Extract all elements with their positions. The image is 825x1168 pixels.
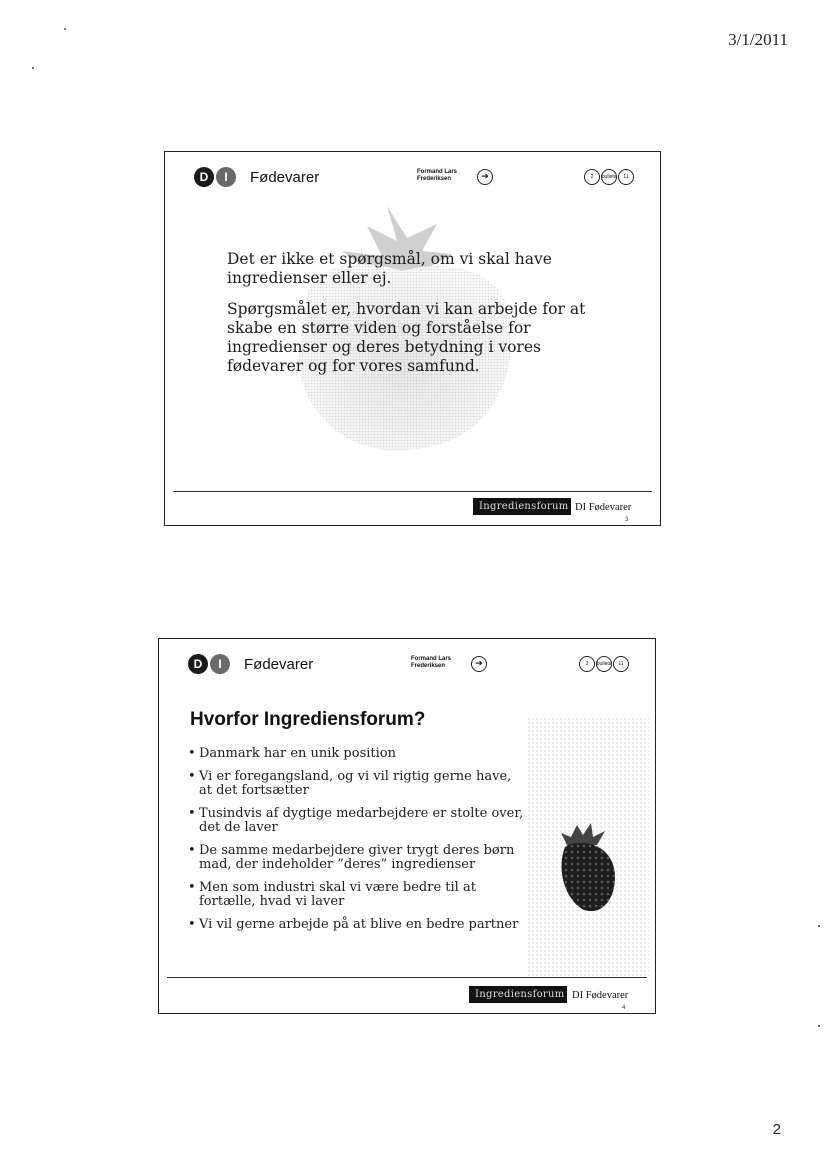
footer-tag-ingrediensforum: Ingrediensforum xyxy=(469,986,567,1003)
scan-speck xyxy=(32,67,34,69)
logo-letter-d: D xyxy=(194,167,214,187)
presenter-line-1: Formand Lars xyxy=(411,656,452,662)
di-logo xyxy=(188,654,230,674)
slide-nav xyxy=(584,169,634,185)
slide-number: 3 xyxy=(625,517,629,523)
presenter-line-2: Frederiksen xyxy=(417,176,452,182)
page-date: 3/1/2011 xyxy=(728,30,788,49)
paragraph-2: Spørgsmålet er, hvordan vi kan arbejde for at skabe en større viden og forståelse for ingredienser og deres betydning i vores fødevarer og for vores samfund. xyxy=(227,300,586,375)
scan-speck xyxy=(64,28,66,30)
presenter-line-1: Formand Lars xyxy=(417,169,458,175)
logo-letter-i: I xyxy=(216,167,236,187)
slide-title: Hvorfor Ingrediensforum? xyxy=(190,709,426,730)
nav-first-button[interactable]: 2 xyxy=(579,656,595,672)
nav-last-button[interactable]: 11 xyxy=(613,656,629,672)
footer-organization: DI Fødevarer xyxy=(575,502,632,513)
di-logo xyxy=(194,167,236,187)
nav-bullets-button[interactable]: bullets xyxy=(596,656,612,672)
nav-bullets-button[interactable]: bullets xyxy=(601,169,617,185)
list-item: • De samme medarbejdere giver trygt deres børn mad, der indeholder ”deres” ingredienser xyxy=(188,844,528,872)
list-item: • Vi vil gerne arbejde på at blive en bedre partner xyxy=(188,918,528,932)
nav-last-button[interactable]: 11 xyxy=(618,169,634,185)
footer-divider xyxy=(173,491,652,492)
footer-divider xyxy=(167,977,647,978)
bullet-list xyxy=(188,747,528,941)
scan-speck xyxy=(818,925,820,927)
list-item: • Vi er foregangsland, og vi vil rigtig gerne have, at det fortsætter xyxy=(188,770,528,798)
nav-first-button[interactable]: 2 xyxy=(584,169,600,185)
arrow-right-circle-icon[interactable]: ➔ xyxy=(471,656,487,672)
scan-speck xyxy=(818,1025,820,1027)
brand-name: Fødevarer xyxy=(244,656,314,673)
slide-body-text xyxy=(227,250,617,388)
slide-3 xyxy=(164,151,661,526)
slide-4 xyxy=(158,638,656,1014)
logo-letter-i: I xyxy=(210,654,230,674)
slide-header xyxy=(159,639,655,691)
brand-name: Fødevarer xyxy=(250,169,320,186)
paragraph-1: Det er ikke et spørgsmål, om vi skal have ingredienser eller ej. xyxy=(227,250,552,287)
footer-tag-ingrediensforum: Ingrediensforum xyxy=(473,498,571,515)
presenter-name xyxy=(411,656,451,670)
slide-number: 4 xyxy=(622,1005,626,1011)
raspberry-photo xyxy=(527,717,649,977)
list-item: • Tusindvis af dygtige medarbejdere er stolte over, det de laver xyxy=(188,807,528,835)
logo-letter-d: D xyxy=(188,654,208,674)
list-item: • Danmark har en unik position xyxy=(188,747,528,761)
list-item: • Men som industri skal vi være bedre til at fortælle, hvad vi laver xyxy=(188,881,528,909)
presenter-line-2: Frederiksen xyxy=(411,663,446,669)
slide-nav xyxy=(579,656,629,672)
footer-organization: DI Fødevarer xyxy=(572,990,629,1001)
arrow-right-circle-icon[interactable]: ➔ xyxy=(477,169,493,185)
page-number: 2 xyxy=(772,1121,781,1138)
presenter-name xyxy=(417,169,457,183)
